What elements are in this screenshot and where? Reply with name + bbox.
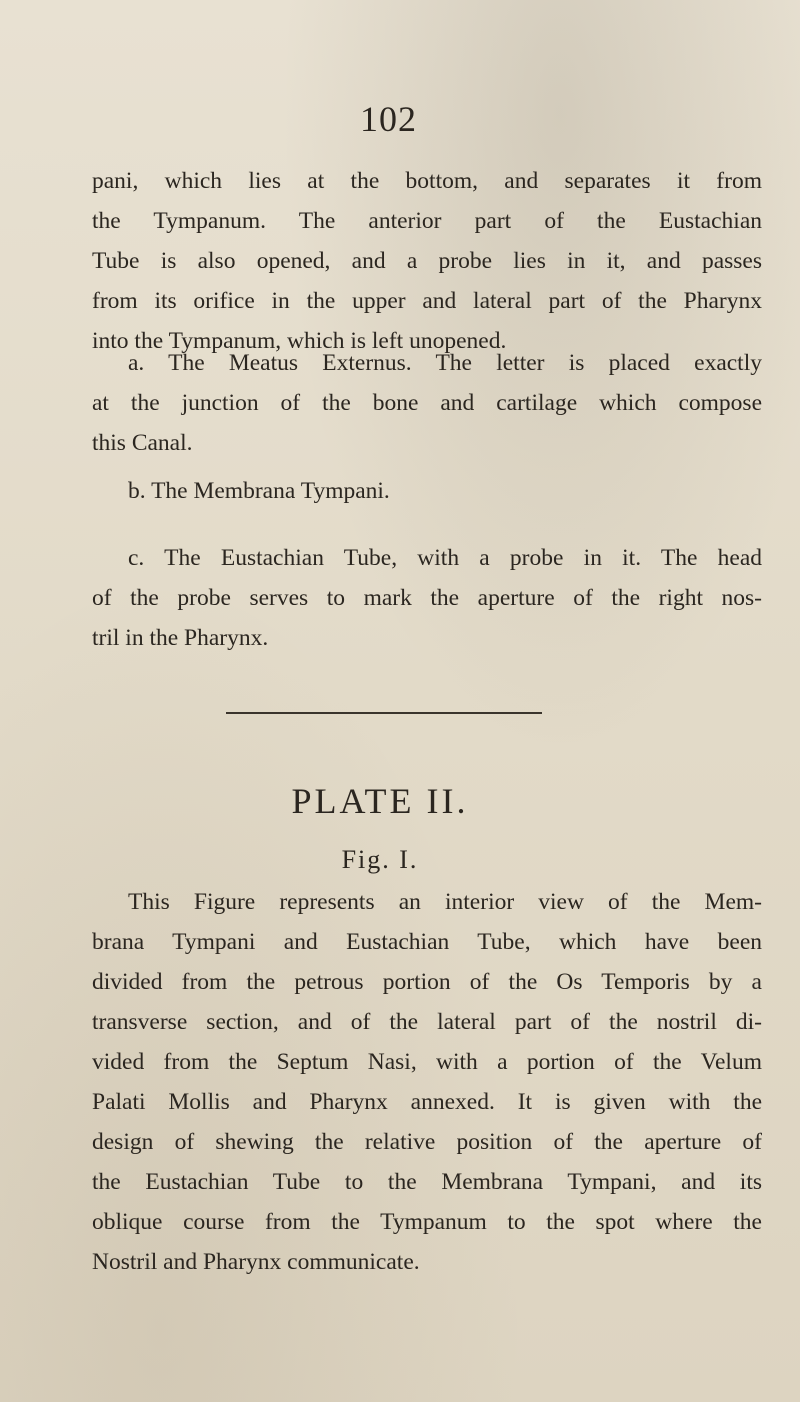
intro-paragraph <box>92 161 762 361</box>
text-line: oblique course from the Tympanum to the spot where the <box>92 1209 762 1235</box>
item-b-paragraph <box>92 471 762 511</box>
text-line: design of shewing the relative position of the aperture of <box>92 1129 762 1155</box>
text-line: vided from the Septum Nasi, with a portion of the Velum <box>92 1049 762 1075</box>
text-line: c. The Eustachian Tube, with a probe in it. The head <box>128 545 762 571</box>
section-divider <box>226 712 542 714</box>
text-line: brana Tympani and Eustachian Tube, which have been <box>92 929 762 955</box>
text-line: the Tympanum. The anterior part of the Eustachian <box>92 208 762 234</box>
text-line: This Figure represents an interior view of the Mem- <box>128 889 762 915</box>
text-line: this Canal. <box>92 430 193 456</box>
figure-title: Fig. I. <box>341 845 419 874</box>
item-c-paragraph <box>92 538 762 658</box>
text-line: Nostril and Pharynx communicate. <box>92 1249 420 1275</box>
page-number: 102 <box>360 99 417 139</box>
text-line: Palati Mollis and Pharynx annexed. It is given with the <box>92 1089 762 1115</box>
text-line: tril in the Pharynx. <box>92 625 269 651</box>
text-line: pani, which lies at the bottom, and separates it from <box>92 168 762 194</box>
text-line: a. The Meatus Externus. The letter is placed exactly <box>128 350 762 376</box>
text-line: divided from the petrous portion of the Os Temporis by a <box>92 969 762 995</box>
plate-title: PLATE II. <box>291 781 469 821</box>
text-line: from its orifice in the upper and lateral part of the Pharynx <box>92 288 762 314</box>
text-line: into the Tympanum, which is left unopened. <box>92 328 507 354</box>
text-line: at the junction of the bone and cartilage which compose <box>92 390 762 416</box>
text-line: of the probe serves to mark the aperture of the right nos- <box>92 585 762 611</box>
text-line: transverse section, and of the lateral part of the nostril di- <box>92 1009 762 1035</box>
text-line: the Eustachian Tube to the Membrana Tympani, and its <box>92 1169 762 1195</box>
text-line: b. The Membrana Tympani. <box>128 478 390 504</box>
item-a-paragraph <box>92 343 762 463</box>
text-line: Tube is also opened, and a probe lies in it, and passes <box>92 248 762 274</box>
figure-description <box>92 882 762 1282</box>
